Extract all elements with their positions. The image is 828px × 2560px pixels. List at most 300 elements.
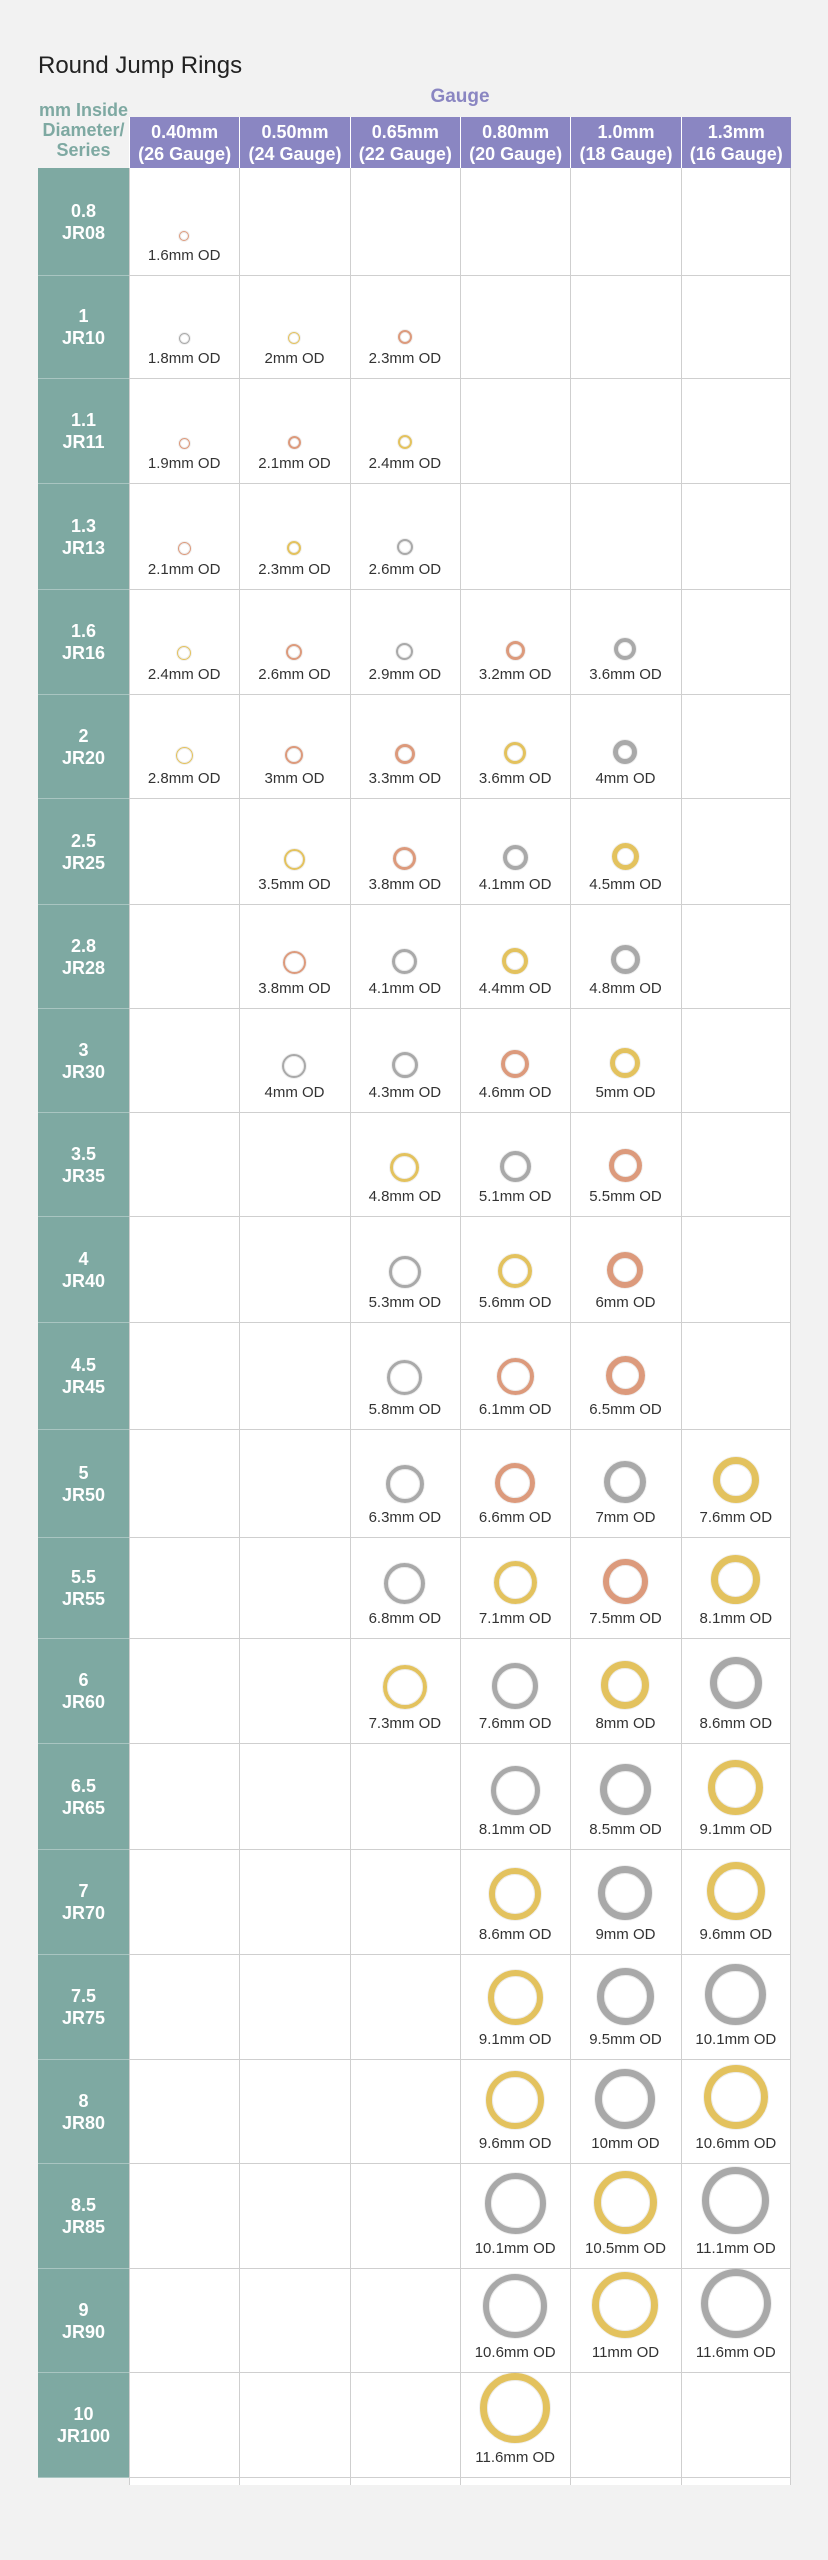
ring-cell bbox=[239, 484, 349, 590]
ring-cell bbox=[129, 484, 239, 590]
jump-ring-icon bbox=[392, 949, 417, 974]
jump-ring-icon bbox=[604, 1461, 646, 1503]
gauge-column-header bbox=[350, 117, 460, 168]
outside-diameter-label: 4.1mm OD bbox=[368, 980, 442, 997]
row-header bbox=[38, 2269, 129, 2373]
ring-cell bbox=[681, 1850, 791, 1955]
outside-diameter-label: 2.4mm OD bbox=[147, 666, 221, 683]
ring-cell bbox=[350, 1217, 460, 1323]
series-code: JR70 bbox=[61, 1903, 106, 1923]
ring-cell bbox=[350, 484, 460, 590]
jump-ring-icon bbox=[701, 2269, 771, 2338]
jump-ring-icon bbox=[486, 2071, 544, 2129]
ring-cell bbox=[350, 1323, 460, 1430]
ring-cell bbox=[570, 2060, 680, 2164]
jump-ring-icon bbox=[286, 644, 302, 660]
ring-cell bbox=[570, 905, 680, 1009]
jump-ring-icon bbox=[494, 1561, 537, 1604]
outside-diameter-label: 2.1mm OD bbox=[258, 455, 331, 472]
series-code: JR85 bbox=[61, 2217, 106, 2237]
jump-ring-icon bbox=[397, 539, 413, 555]
ring-cell bbox=[681, 1955, 791, 2060]
row-header-label-line: mm Inside bbox=[38, 100, 129, 120]
outside-diameter-label: 3.6mm OD bbox=[589, 666, 662, 683]
outside-diameter-label: 11mm OD bbox=[591, 2344, 660, 2361]
jump-ring-icon bbox=[600, 1764, 651, 1815]
gauge-column-header bbox=[570, 117, 680, 168]
ring-cell bbox=[460, 2373, 570, 2478]
inside-diameter: 6 bbox=[78, 1670, 89, 1690]
ring-cell bbox=[681, 2060, 791, 2164]
series-code: JR40 bbox=[61, 1270, 106, 1291]
ring-cell bbox=[570, 2164, 680, 2269]
outside-diameter-label: 10.6mm OD bbox=[474, 2344, 556, 2361]
outside-diameter-label: 10mm OD bbox=[591, 2135, 660, 2152]
ring-cell bbox=[681, 1744, 791, 1850]
outside-diameter-label: 4mm OD bbox=[595, 770, 656, 787]
ring-cell bbox=[350, 1538, 460, 1639]
outside-diameter-label: 6mm OD bbox=[595, 1294, 656, 1311]
outside-diameter-label: 9.5mm OD bbox=[589, 2031, 662, 2048]
outside-diameter-label: 3.8mm OD bbox=[258, 980, 331, 997]
ring-cell bbox=[460, 2164, 570, 2269]
ring-cell bbox=[460, 2060, 570, 2164]
row-header bbox=[38, 1113, 129, 1217]
gauge-number: (20 Gauge) bbox=[469, 143, 563, 164]
outside-diameter-label: 2.8mm OD bbox=[147, 770, 221, 787]
outside-diameter-label: 6.3mm OD bbox=[368, 1509, 442, 1526]
ring-cell bbox=[681, 1430, 791, 1538]
jump-ring-icon bbox=[392, 1052, 418, 1078]
ring-cell bbox=[239, 1009, 349, 1113]
row-header bbox=[38, 1850, 129, 1955]
row-header bbox=[38, 905, 129, 1009]
row-header bbox=[38, 1639, 129, 1744]
jump-ring-icon bbox=[606, 1356, 645, 1395]
jump-ring-icon bbox=[504, 742, 526, 764]
jump-ring-icon bbox=[713, 1457, 759, 1503]
jump-ring-icon bbox=[283, 951, 306, 974]
row-header bbox=[38, 1430, 129, 1538]
ring-cell bbox=[460, 905, 570, 1009]
jump-ring-icon bbox=[284, 849, 305, 870]
outside-diameter-label: 4.5mm OD bbox=[589, 876, 662, 893]
wire-diameter: 0.80mm bbox=[482, 121, 550, 142]
jump-ring-icon bbox=[396, 643, 413, 660]
inside-diameter: 9 bbox=[78, 2299, 89, 2320]
ring-cell bbox=[570, 1217, 680, 1323]
inside-diameter: 5 bbox=[78, 1462, 89, 1483]
series-code: JR16 bbox=[61, 643, 106, 663]
outside-diameter-label: 3.3mm OD bbox=[368, 770, 442, 787]
outside-diameter-label: 4.4mm OD bbox=[478, 980, 552, 997]
row-header bbox=[38, 2060, 129, 2164]
outside-diameter-label: 6.5mm OD bbox=[589, 1401, 662, 1418]
outside-diameter-label: 3.2mm OD bbox=[478, 666, 552, 683]
ring-cell bbox=[129, 276, 239, 379]
jump-ring-icon bbox=[603, 1559, 648, 1604]
gauge-header: Gauge bbox=[430, 86, 490, 107]
row-header bbox=[38, 484, 129, 590]
outside-diameter-label: 8.1mm OD bbox=[478, 1821, 552, 1838]
gauge-column-header bbox=[460, 117, 570, 168]
outside-diameter-label: 4.8mm OD bbox=[589, 980, 662, 997]
row-header-label bbox=[38, 100, 129, 168]
inside-diameter: 2 bbox=[78, 725, 89, 746]
outside-diameter-label: 7mm OD bbox=[595, 1509, 656, 1526]
row-header bbox=[38, 1009, 129, 1113]
ring-cell bbox=[460, 1009, 570, 1113]
jump-ring-icon bbox=[179, 438, 190, 449]
outside-diameter-label: 3.5mm OD bbox=[258, 876, 331, 893]
ring-cell bbox=[570, 1639, 680, 1744]
ring-cell bbox=[239, 276, 349, 379]
outside-diameter-label: 10.6mm OD bbox=[695, 2135, 777, 2152]
series-code: JR35 bbox=[61, 1165, 106, 1186]
ring-cell bbox=[460, 1850, 570, 1955]
jump-ring-icon bbox=[488, 1970, 543, 2025]
jump-ring-icon bbox=[501, 1050, 529, 1078]
outside-diameter-label: 4.6mm OD bbox=[478, 1084, 552, 1101]
outside-diameter-label: 8.6mm OD bbox=[478, 1926, 552, 1943]
ring-cell bbox=[350, 379, 460, 484]
jump-ring-icon bbox=[489, 1868, 541, 1920]
ring-cell bbox=[460, 1538, 570, 1639]
ring-cell bbox=[239, 695, 349, 799]
series-code: JR10 bbox=[61, 328, 106, 348]
wire-diameter: 0.50mm bbox=[261, 121, 329, 142]
outside-diameter-label: 10.1mm OD bbox=[695, 2031, 777, 2048]
ring-cell bbox=[129, 695, 239, 799]
row-header-label-line: Series bbox=[56, 140, 111, 160]
jump-ring-icon bbox=[288, 332, 300, 344]
outside-diameter-label: 6.8mm OD bbox=[368, 1610, 442, 1627]
gauge-number: (22 Gauge) bbox=[358, 143, 452, 164]
row-header bbox=[38, 2164, 129, 2269]
wire-diameter: 0.40mm bbox=[151, 121, 219, 142]
outside-diameter-label: 7.5mm OD bbox=[589, 1610, 662, 1627]
jump-ring-icon bbox=[498, 1254, 532, 1288]
ring-cell bbox=[681, 2269, 791, 2373]
outside-diameter-label: 2.6mm OD bbox=[258, 666, 331, 683]
outside-diameter-label: 10.5mm OD bbox=[585, 2240, 666, 2257]
ring-cell bbox=[460, 1955, 570, 2060]
outside-diameter-label: 2mm OD bbox=[264, 350, 325, 367]
inside-diameter: 1 bbox=[78, 306, 89, 326]
ring-cell bbox=[350, 1639, 460, 1744]
jump-ring-icon bbox=[176, 747, 193, 764]
inside-diameter: 8 bbox=[78, 2090, 89, 2111]
ring-cell bbox=[350, 695, 460, 799]
outside-diameter-label: 7.3mm OD bbox=[368, 1715, 442, 1732]
ring-cell bbox=[570, 1323, 680, 1430]
inside-diameter: 3.5 bbox=[70, 1143, 97, 1164]
ring-cell bbox=[350, 1430, 460, 1538]
row-header-label-line: Diameter/ bbox=[42, 120, 125, 140]
ring-cell bbox=[350, 590, 460, 695]
jump-ring-icon bbox=[592, 2272, 658, 2338]
jump-ring-icon bbox=[611, 945, 640, 974]
series-code: JR50 bbox=[61, 1484, 106, 1505]
outside-diameter-label: 9.1mm OD bbox=[699, 1821, 773, 1838]
ring-cell bbox=[570, 1955, 680, 2060]
jump-ring-icon bbox=[480, 2373, 550, 2443]
outside-diameter-label: 5.5mm OD bbox=[589, 1188, 662, 1205]
outside-diameter-label: 2.6mm OD bbox=[368, 561, 442, 578]
ring-cell bbox=[350, 1113, 460, 1217]
row-header bbox=[38, 590, 129, 695]
outside-diameter-label: 5.8mm OD bbox=[368, 1401, 442, 1418]
inside-diameter: 10 bbox=[73, 2404, 94, 2424]
jump-ring-icon bbox=[613, 740, 637, 764]
jump-ring-icon bbox=[610, 1048, 640, 1078]
ring-cell bbox=[570, 1850, 680, 1955]
outside-diameter-label: 11.1mm OD bbox=[695, 2240, 776, 2257]
outside-diameter-label: 7.1mm OD bbox=[478, 1610, 552, 1627]
jump-ring-icon bbox=[178, 542, 191, 555]
ring-cell bbox=[570, 1538, 680, 1639]
series-code: JR80 bbox=[61, 2112, 106, 2133]
ring-cell bbox=[460, 2269, 570, 2373]
inside-diameter: 2.5 bbox=[70, 830, 97, 851]
outside-diameter-label: 2.3mm OD bbox=[258, 561, 331, 578]
inside-diameter: 7.5 bbox=[70, 1986, 97, 2006]
outside-diameter-label: 4mm OD bbox=[264, 1084, 325, 1101]
page-title: Round Jump Rings bbox=[38, 52, 243, 79]
outside-diameter-label: 8.1mm OD bbox=[699, 1610, 773, 1627]
series-code: JR45 bbox=[61, 1377, 106, 1397]
inside-diameter: 1.1 bbox=[70, 410, 97, 430]
ring-cell bbox=[570, 2269, 680, 2373]
jump-ring-icon bbox=[287, 541, 301, 555]
outside-diameter-label: 1.8mm OD bbox=[147, 350, 221, 367]
ring-cell bbox=[350, 1009, 460, 1113]
ring-cell bbox=[570, 1009, 680, 1113]
jump-ring-icon bbox=[612, 843, 639, 870]
jump-ring-icon bbox=[483, 2274, 547, 2338]
jump-ring-icon bbox=[282, 1054, 306, 1078]
ring-cell bbox=[681, 1639, 791, 1744]
outside-diameter-label: 2.9mm OD bbox=[368, 666, 442, 683]
wire-diameter: 0.65mm bbox=[371, 121, 439, 142]
inside-diameter: 5.5 bbox=[70, 1567, 97, 1587]
outside-diameter-label: 4.8mm OD bbox=[368, 1188, 442, 1205]
ring-cell bbox=[239, 799, 349, 905]
ring-cell bbox=[570, 695, 680, 799]
jump-ring-icon bbox=[502, 948, 528, 974]
jump-ring-icon bbox=[495, 1463, 535, 1503]
row-header bbox=[38, 379, 129, 484]
inside-diameter: 4 bbox=[78, 1248, 89, 1269]
outside-diameter-label: 1.6mm OD bbox=[147, 247, 221, 264]
outside-diameter-label: 11.6mm OD bbox=[475, 2449, 556, 2466]
outside-diameter-label: 8mm OD bbox=[595, 1715, 656, 1732]
ring-cell bbox=[570, 590, 680, 695]
inside-diameter: 0.8 bbox=[70, 200, 97, 221]
outside-diameter-label: 5.1mm OD bbox=[478, 1188, 552, 1205]
ring-cell bbox=[570, 1113, 680, 1217]
series-code: JR08 bbox=[61, 222, 106, 243]
series-code: JR75 bbox=[61, 2008, 106, 2028]
jump-ring-icon bbox=[704, 2065, 768, 2129]
outside-diameter-label: 9.1mm OD bbox=[478, 2031, 552, 2048]
ring-cell bbox=[129, 590, 239, 695]
series-code: JR11 bbox=[62, 432, 105, 452]
ring-cell bbox=[460, 695, 570, 799]
jump-ring-icon bbox=[389, 1256, 421, 1288]
ring-cell bbox=[570, 1430, 680, 1538]
outside-diameter-label: 3mm OD bbox=[264, 770, 325, 787]
wire-diameter: 1.3mm bbox=[707, 121, 765, 142]
ring-cell bbox=[570, 799, 680, 905]
jump-ring-icon bbox=[179, 231, 189, 241]
outside-diameter-label: 4.1mm OD bbox=[478, 876, 552, 893]
jump-ring-icon bbox=[485, 2173, 546, 2234]
ring-cell bbox=[460, 1217, 570, 1323]
series-code: JR25 bbox=[61, 852, 106, 873]
jump-ring-icon bbox=[285, 746, 303, 764]
jump-ring-icon bbox=[179, 333, 190, 344]
ring-cell bbox=[681, 1538, 791, 1639]
jump-ring-icon bbox=[597, 1968, 654, 2025]
row-header bbox=[38, 1744, 129, 1850]
series-code: JR60 bbox=[61, 1692, 106, 1712]
ring-cell bbox=[239, 590, 349, 695]
jump-ring-icon bbox=[492, 1663, 538, 1709]
row-header bbox=[38, 799, 129, 905]
jump-ring-icon bbox=[395, 744, 415, 764]
row-header bbox=[38, 695, 129, 799]
ring-cell bbox=[239, 379, 349, 484]
jump-ring-icon bbox=[601, 1661, 649, 1709]
outside-diameter-label: 6.6mm OD bbox=[478, 1509, 552, 1526]
outside-diameter-label: 5.6mm OD bbox=[478, 1294, 552, 1311]
ring-cell bbox=[460, 1323, 570, 1430]
series-code: JR28 bbox=[61, 957, 106, 978]
gauge-column-header bbox=[239, 117, 349, 168]
jump-ring-icon bbox=[503, 845, 528, 870]
row-header bbox=[38, 168, 129, 276]
gauge-column-header bbox=[129, 117, 239, 168]
outside-diameter-label: 7.6mm OD bbox=[478, 1715, 552, 1732]
outside-diameter-label: 7.6mm OD bbox=[699, 1509, 773, 1526]
gauge-number: (16 Gauge) bbox=[689, 143, 783, 164]
jump-ring-icon bbox=[607, 1252, 643, 1288]
jump-ring-icon bbox=[707, 1862, 765, 1920]
series-code: JR90 bbox=[61, 2321, 106, 2342]
jump-ring-icon bbox=[710, 1657, 762, 1709]
jump-ring-icon bbox=[705, 1964, 766, 2025]
inside-diameter: 6.5 bbox=[70, 1775, 97, 1796]
inside-diameter: 3 bbox=[78, 1039, 89, 1060]
ring-cell bbox=[570, 1744, 680, 1850]
outside-diameter-label: 9.6mm OD bbox=[478, 2135, 552, 2152]
jump-ring-icon bbox=[614, 638, 636, 660]
row-header bbox=[38, 2373, 129, 2478]
ring-cell bbox=[350, 905, 460, 1009]
series-code: JR65 bbox=[61, 1797, 106, 1818]
ring-cell bbox=[681, 2164, 791, 2269]
jump-ring-icon bbox=[398, 435, 412, 449]
outside-diameter-label: 1.9mm OD bbox=[147, 455, 221, 472]
gauge-number: (18 Gauge) bbox=[579, 143, 673, 164]
jump-ring-icon bbox=[702, 2167, 769, 2234]
row-header bbox=[38, 1217, 129, 1323]
outside-diameter-label: 2.3mm OD bbox=[368, 350, 442, 367]
jump-ring-icon bbox=[393, 847, 416, 870]
ring-cell bbox=[460, 1744, 570, 1850]
jump-ring-icon bbox=[390, 1153, 419, 1182]
jump-ring-icon bbox=[497, 1358, 534, 1395]
ring-cell bbox=[460, 1639, 570, 1744]
ring-cell bbox=[239, 905, 349, 1009]
outside-diameter-label: 3.6mm OD bbox=[478, 770, 552, 787]
outside-diameter-label: 10.1mm OD bbox=[474, 2240, 556, 2257]
outside-diameter-label: 2.4mm OD bbox=[368, 455, 442, 472]
outside-diameter-label: 4.3mm OD bbox=[368, 1084, 442, 1101]
jump-ring-icon bbox=[595, 2069, 655, 2129]
jump-ring-icon bbox=[288, 436, 301, 449]
outside-diameter-label: 6.1mm OD bbox=[478, 1401, 552, 1418]
outside-diameter-label: 9mm OD bbox=[595, 1926, 656, 1943]
inside-diameter: 4.5 bbox=[70, 1355, 97, 1375]
inside-diameter: 8.5 bbox=[70, 2195, 97, 2215]
jump-ring-icon bbox=[387, 1360, 422, 1395]
inside-diameter: 1.6 bbox=[70, 621, 97, 641]
row-header bbox=[38, 1538, 129, 1639]
row-header bbox=[38, 1955, 129, 2060]
jump-ring-icon bbox=[594, 2171, 657, 2234]
outside-diameter-label: 3.8mm OD bbox=[368, 876, 442, 893]
gauge-number: (24 Gauge) bbox=[248, 143, 342, 164]
ring-cell bbox=[460, 799, 570, 905]
outside-diameter-label: 8.6mm OD bbox=[699, 1715, 773, 1732]
ring-cell bbox=[129, 168, 239, 276]
inside-diameter: 2.8 bbox=[70, 935, 97, 956]
wire-diameter: 1.0mm bbox=[597, 121, 655, 142]
jump-ring-icon bbox=[708, 1760, 763, 1815]
ring-cell bbox=[350, 276, 460, 379]
ring-cell bbox=[350, 799, 460, 905]
ring-cell bbox=[129, 379, 239, 484]
jump-ring-icon bbox=[598, 1866, 652, 1920]
jump-ring-icon bbox=[506, 641, 525, 660]
outside-diameter-label: 9.6mm OD bbox=[699, 1926, 773, 1943]
gauge-column-header bbox=[681, 117, 791, 168]
jump-ring-icon bbox=[384, 1563, 425, 1604]
series-code: JR30 bbox=[61, 1061, 106, 1082]
gauge-number: (26 Gauge) bbox=[138, 143, 232, 164]
jump-ring-icon bbox=[386, 1465, 424, 1503]
jump-ring-icon bbox=[383, 1665, 427, 1709]
series-code: JR100 bbox=[56, 2426, 111, 2446]
outside-diameter-label: 5.3mm OD bbox=[368, 1294, 442, 1311]
ring-cell bbox=[460, 1113, 570, 1217]
ring-cell bbox=[460, 590, 570, 695]
row-header bbox=[38, 1323, 129, 1430]
jump-ring-icon bbox=[398, 330, 412, 344]
outside-diameter-label: 2.1mm OD bbox=[147, 561, 221, 578]
series-code: JR20 bbox=[61, 747, 106, 768]
jump-ring-icon bbox=[609, 1149, 642, 1182]
inside-diameter: 7 bbox=[78, 1881, 89, 1901]
ring-cell bbox=[460, 1430, 570, 1538]
jump-ring-icon bbox=[177, 646, 191, 660]
row-header bbox=[38, 276, 129, 379]
outside-diameter-label: 5mm OD bbox=[595, 1084, 656, 1101]
outside-diameter-label: 11.6mm OD bbox=[695, 2344, 776, 2361]
inside-diameter: 1.3 bbox=[70, 515, 97, 536]
